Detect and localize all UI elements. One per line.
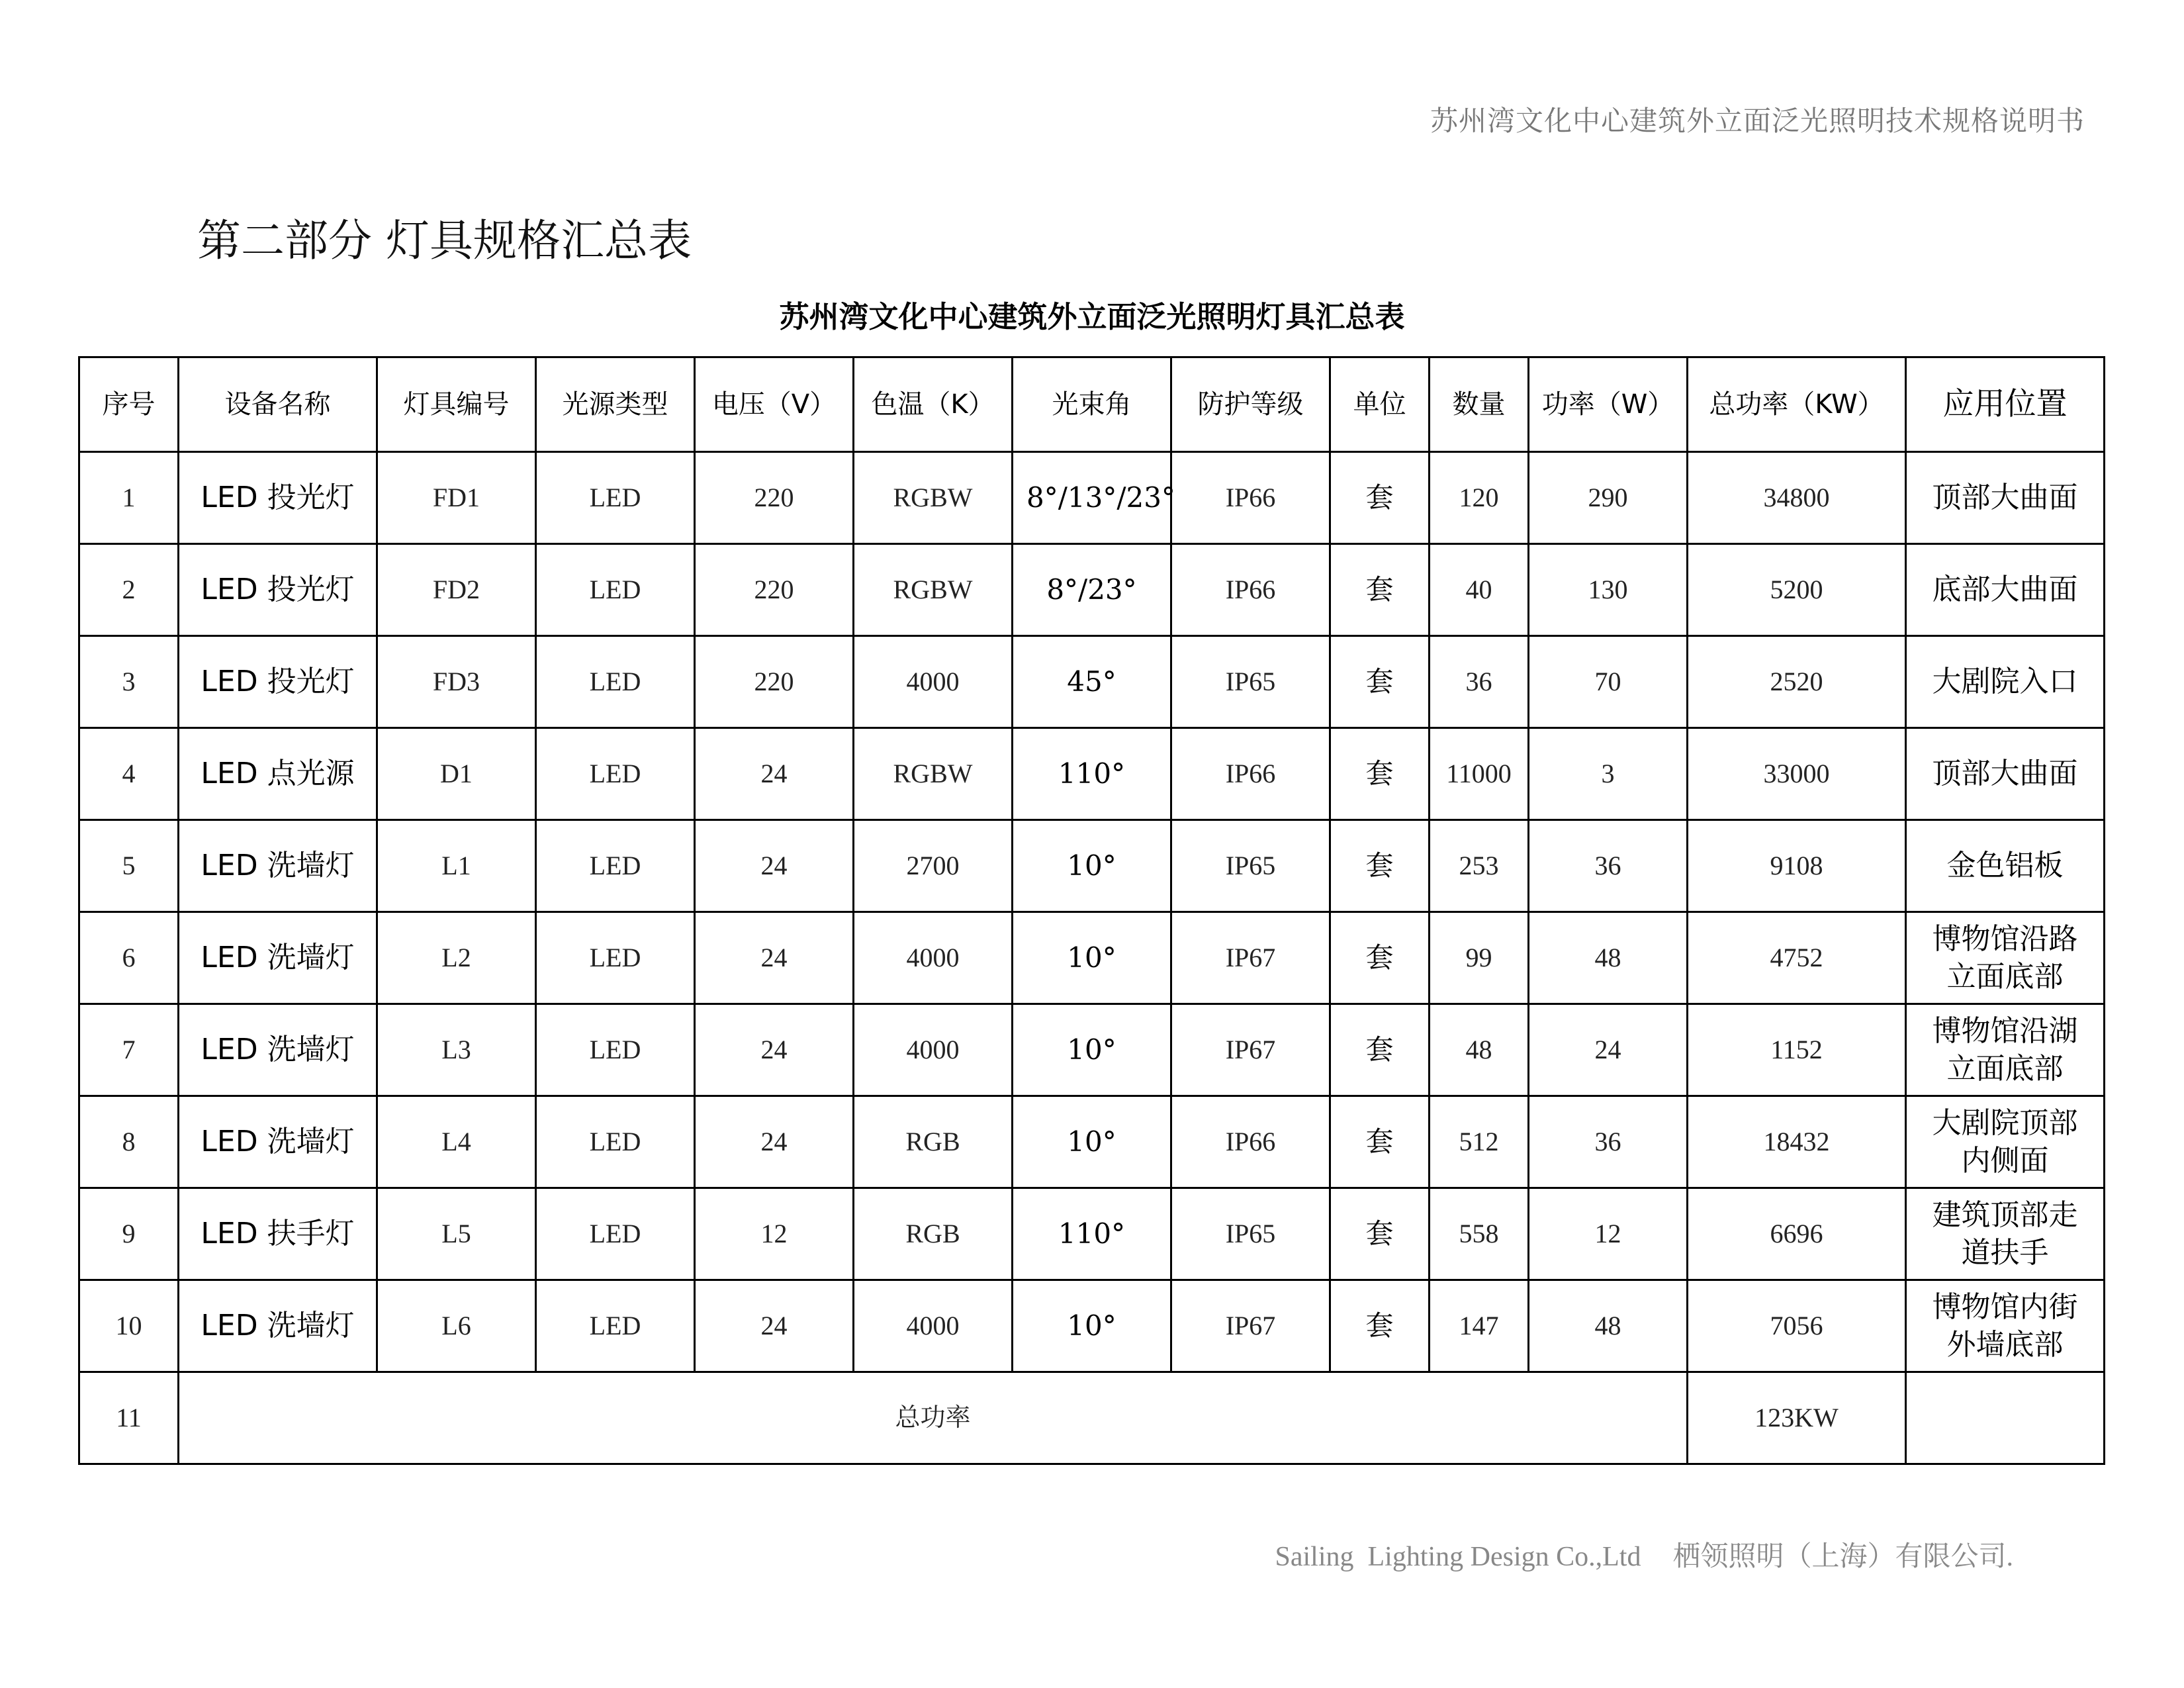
cell-fixture-code: FD3 [377,636,536,728]
cell-location: 博物馆沿路立面底部 [1906,912,2105,1004]
cell-device-name: LED 投光灯 [179,544,377,636]
cell-light-source: LED [536,728,695,820]
table-row [79,636,2105,728]
cell-total-power: 18432 [1688,1096,1906,1188]
cell-voltage: 220 [695,452,854,544]
section-title: 第二部分 灯具规格汇总表 [197,215,692,266]
table-row [79,912,2105,1004]
cell-fixture-code: L3 [377,1004,536,1096]
cell-fixture-code: D1 [377,728,536,820]
cell-quantity: 99 [1430,912,1529,1004]
cell-beam-angle: 45° [1013,636,1171,728]
cell-power: 70 [1529,636,1688,728]
cell-device-name: LED 洗墙灯 [179,1280,377,1372]
cell-row-number: 8 [79,1096,179,1188]
column-header: 防护等级 [1171,357,1330,452]
cell-color-temperature: RGBW [854,544,1013,636]
column-header: 功率（W） [1529,357,1688,452]
cell-power: 48 [1529,912,1688,1004]
cell-total-power: 7056 [1688,1280,1906,1372]
cell-unit: 套 [1330,452,1430,544]
total-row-location [1906,1372,2105,1464]
cell-location: 建筑顶部走道扶手 [1906,1188,2105,1280]
cell-unit: 套 [1330,544,1430,636]
cell-beam-angle: 10° [1013,1004,1171,1096]
cell-color-temperature: 4000 [854,912,1013,1004]
cell-device-name: LED 点光源 [179,728,377,820]
cell-ip-rating: IP66 [1171,1096,1330,1188]
cell-fixture-code: L6 [377,1280,536,1372]
cell-voltage: 12 [695,1188,854,1280]
cell-beam-angle: 10° [1013,1280,1171,1372]
cell-location: 顶部大曲面 [1906,452,2105,544]
cell-beam-angle: 110° [1013,1188,1171,1280]
cell-color-temperature: 4000 [854,636,1013,728]
cell-beam-angle: 10° [1013,1096,1171,1188]
cell-color-temperature: RGB [854,1096,1013,1188]
cell-location: 顶部大曲面 [1906,728,2105,820]
table-row [79,1004,2105,1096]
cell-light-source: LED [536,636,695,728]
cell-row-number: 3 [79,636,179,728]
column-header: 色温（K） [854,357,1013,452]
cell-ip-rating: IP65 [1171,1188,1330,1280]
cell-unit: 套 [1330,1096,1430,1188]
cell-row-number: 6 [79,912,179,1004]
cell-total-power: 9108 [1688,820,1906,912]
cell-fixture-code: FD1 [377,452,536,544]
cell-light-source: LED [536,1096,695,1188]
cell-voltage: 24 [695,1280,854,1372]
cell-row-number: 5 [79,820,179,912]
table-row [79,1280,2105,1372]
cell-total-power: 2520 [1688,636,1906,728]
cell-color-temperature: RGB [854,1188,1013,1280]
cell-quantity: 253 [1430,820,1529,912]
footer-company-cn: 栖领照明（上海）有限公司. [1672,1542,2013,1572]
cell-location: 博物馆沿湖立面底部 [1906,1004,2105,1096]
total-power-label: 总功率 [179,1372,1688,1464]
cell-fixture-code: L5 [377,1188,536,1280]
column-header: 电压（V） [695,357,854,452]
cell-color-temperature: 2700 [854,820,1013,912]
cell-location: 大剧院入口 [1906,636,2105,728]
cell-device-name: LED 投光灯 [179,452,377,544]
cell-power: 36 [1529,1096,1688,1188]
cell-light-source: LED [536,1188,695,1280]
total-power-value: 123KW [1688,1372,1906,1464]
footer-company-en: Sailing Lighting Design Co.,Ltd [1275,1542,1641,1572]
column-header: 单位 [1330,357,1430,452]
cell-fixture-code: L1 [377,820,536,912]
column-header: 数量 [1430,357,1529,452]
cell-quantity: 48 [1430,1004,1529,1096]
cell-unit: 套 [1330,728,1430,820]
cell-light-source: LED [536,820,695,912]
cell-beam-angle: 8°/13°/23° [1013,452,1171,544]
cell-quantity: 36 [1430,636,1529,728]
cell-ip-rating: IP65 [1171,820,1330,912]
cell-light-source: LED [536,544,695,636]
cell-quantity: 11000 [1430,728,1529,820]
column-header: 应用位置 [1906,357,2105,452]
cell-row-number: 7 [79,1004,179,1096]
table-row [79,452,2105,544]
cell-beam-angle: 10° [1013,820,1171,912]
cell-unit: 套 [1330,912,1430,1004]
cell-color-temperature: RGBW [854,728,1013,820]
cell-voltage: 220 [695,636,854,728]
cell-voltage: 24 [695,1004,854,1096]
cell-beam-angle: 8°/23° [1013,544,1171,636]
cell-unit: 套 [1330,636,1430,728]
cell-voltage: 24 [695,912,854,1004]
cell-color-temperature: 4000 [854,1004,1013,1096]
cell-unit: 套 [1330,1280,1430,1372]
cell-location: 底部大曲面 [1906,544,2105,636]
cell-total-power: 33000 [1688,728,1906,820]
footer [1275,1534,2013,1574]
cell-voltage: 24 [695,728,854,820]
cell-fixture-code: L2 [377,912,536,1004]
cell-ip-rating: IP65 [1171,636,1330,728]
cell-fixture-code: FD2 [377,544,536,636]
cell-total-power: 6696 [1688,1188,1906,1280]
column-header: 光束角 [1013,357,1171,452]
cell-color-temperature: 4000 [854,1280,1013,1372]
cell-device-name: LED 扶手灯 [179,1188,377,1280]
cell-quantity: 40 [1430,544,1529,636]
cell-beam-angle: 110° [1013,728,1171,820]
cell-unit: 套 [1330,1004,1430,1096]
table-row [79,1096,2105,1188]
column-header: 光源类型 [536,357,695,452]
cell-total-power: 1152 [1688,1004,1906,1096]
cell-power: 24 [1529,1004,1688,1096]
cell-total-power: 4752 [1688,912,1906,1004]
cell-power: 290 [1529,452,1688,544]
cell-fixture-code: L4 [377,1096,536,1188]
cell-total-power: 5200 [1688,544,1906,636]
column-header: 序号 [79,357,179,452]
cell-device-name: LED 洗墙灯 [179,820,377,912]
total-row [79,1372,2105,1464]
cell-quantity: 120 [1430,452,1529,544]
table-title: 苏州湾文化中心建筑外立面泛光照明灯具汇总表 [779,299,1405,334]
cell-power: 48 [1529,1280,1688,1372]
cell-power: 3 [1529,728,1688,820]
cell-device-name: LED 投光灯 [179,636,377,728]
cell-ip-rating: IP67 [1171,1004,1330,1096]
column-header: 总功率（KW） [1688,357,1906,452]
cell-power: 36 [1529,820,1688,912]
cell-ip-rating: IP67 [1171,912,1330,1004]
cell-power: 130 [1529,544,1688,636]
cell-light-source: LED [536,912,695,1004]
cell-light-source: LED [536,1280,695,1372]
cell-quantity: 512 [1430,1096,1529,1188]
cell-voltage: 220 [695,544,854,636]
cell-device-name: LED 洗墙灯 [179,1004,377,1096]
fixture-summary-table [78,356,2105,1465]
cell-ip-rating: IP66 [1171,728,1330,820]
cell-ip-rating: IP66 [1171,452,1330,544]
cell-quantity: 147 [1430,1280,1529,1372]
column-header: 灯具编号 [377,357,536,452]
column-header: 设备名称 [179,357,377,452]
cell-unit: 套 [1330,820,1430,912]
total-row-number: 11 [79,1372,179,1464]
cell-device-name: LED 洗墙灯 [179,1096,377,1188]
document-header-title: 苏州湾文化中心建筑外立面泛光照明技术规格说明书 [1430,105,2085,137]
cell-row-number: 4 [79,728,179,820]
cell-quantity: 558 [1430,1188,1529,1280]
cell-ip-rating: IP67 [1171,1280,1330,1372]
cell-location: 金色铝板 [1906,820,2105,912]
cell-row-number: 1 [79,452,179,544]
cell-color-temperature: RGBW [854,452,1013,544]
table-header-row [79,357,2105,452]
cell-ip-rating: IP66 [1171,544,1330,636]
cell-row-number: 10 [79,1280,179,1372]
cell-row-number: 9 [79,1188,179,1280]
cell-beam-angle: 10° [1013,912,1171,1004]
cell-light-source: LED [536,1004,695,1096]
cell-voltage: 24 [695,820,854,912]
cell-total-power: 34800 [1688,452,1906,544]
table-row [79,1188,2105,1280]
cell-device-name: LED 洗墙灯 [179,912,377,1004]
table-row [79,728,2105,820]
cell-voltage: 24 [695,1096,854,1188]
table-row [79,544,2105,636]
cell-power: 12 [1529,1188,1688,1280]
cell-unit: 套 [1330,1188,1430,1280]
table-row [79,820,2105,912]
cell-location: 博物馆内街外墙底部 [1906,1280,2105,1372]
cell-light-source: LED [536,452,695,544]
cell-row-number: 2 [79,544,179,636]
cell-location: 大剧院顶部内侧面 [1906,1096,2105,1188]
